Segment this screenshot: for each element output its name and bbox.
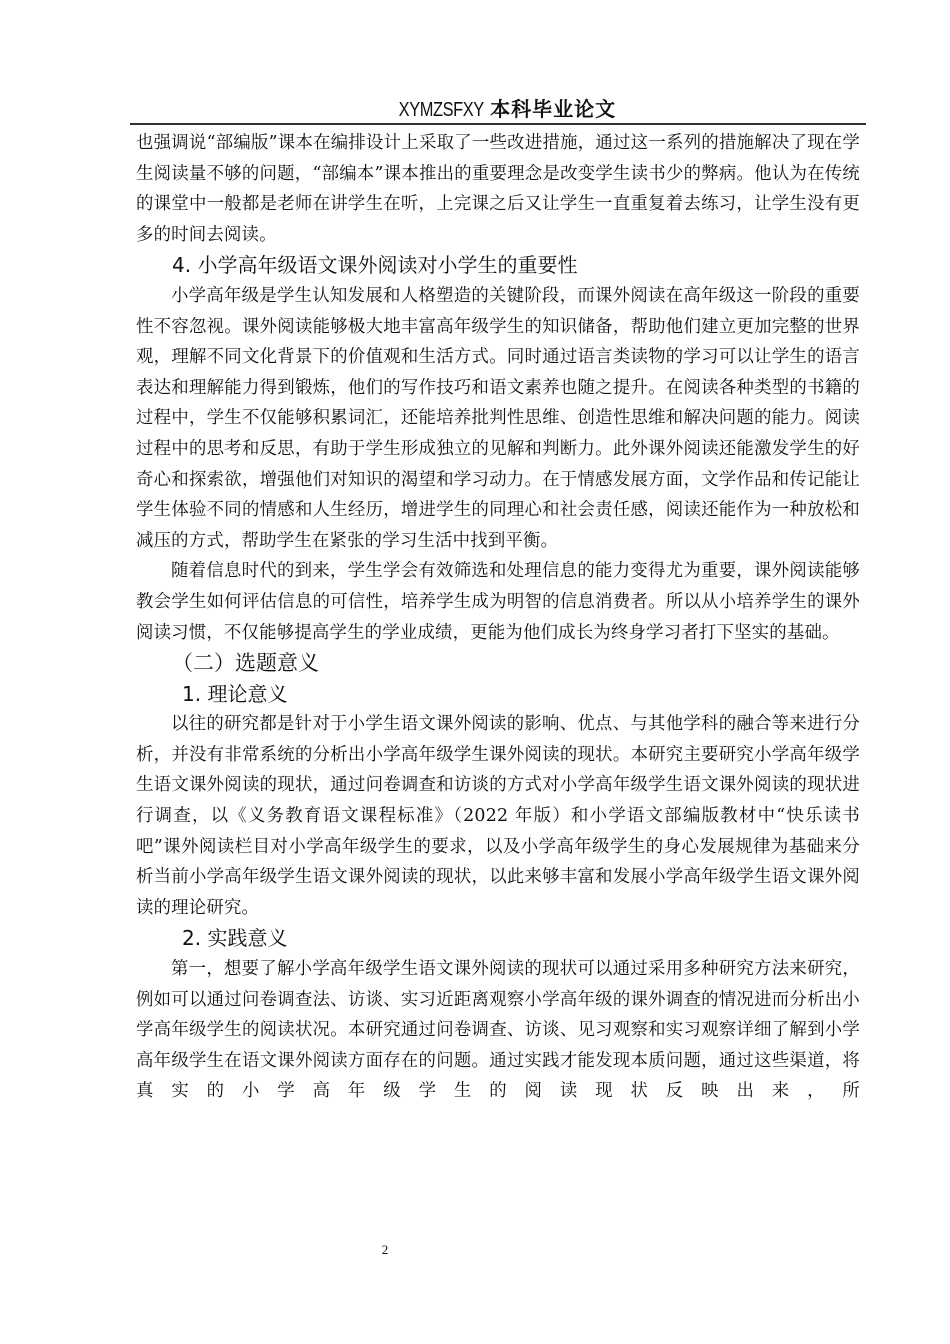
paragraph: 随着信息时代的到来，学生学会有效筛选和处理信息的能力变得尤为重要，课外阅读能够教会学生如何评估信息的可信性，培养学生成为明智的信息消费者。所以从小培养学生的课外阅读习惯，不仅能够提高学生的学业成绩，更能为他们成长为终身学习者打下坚实的基础。 (136, 561, 860, 643)
paragraph-continued: 也强调说“部编版”课本在编排设计上采取了一些改进措施，通过这一系列的措施解决了现在学生阅读量不够的问题，“部编本”课本推出的重要理念是改变学生读书少的弊病。他认为在传统的课堂中一般都是老师在讲学生在听，上完课之后又让学生一直重复着去练习，让学生没有更多的时间去阅读。 (136, 133, 860, 245)
body-text (136, 128, 860, 1107)
paragraph: 第一，想要了解小学高年级学生语文课外阅读的现状可以通过采用多种研究方法来研究，例如可以通过问卷调查法、访谈、实习近距离观察小学高年级的课外调查的情况进而分析出小学高年级学生的阅读状况。本研究通过问卷调查、访谈、见习观察和实习观察详细了解到小学高年级学生在语文课外阅读方面存在的问题。通过实践才能发现本质问题，通过这些渠道，将真实的小学高年级学生的阅读现状反映出来，所 (136, 959, 860, 1102)
paragraph: 小学高年级是学生认知发展和人格塑造的关键阶段，而课外阅读在高年级这一阶段的重要性不容忽视。课外阅读能够极大地丰富高年级学生的知识储备，帮助他们建立更加完整的世界观，理解不同文化背景下的价值观和生活方式。同时通过语言类读物的学习可以让学生的语言表达和理解能力得到锻炼，他们的写作技巧和语文素养也随之提升。在阅读各种类型的书籍的过程中，学生不仅能够积累词汇，还能培养批判性思维、创造性思维和解决问题的能力。阅读过程中的思考和反思，有助于学生形成独立的见解和判断力。此外课外阅读还能激发学生的好奇心和探索欲，增强他们对知识的渴望和学习动力。在于情感发展方面，文学作品和传记能让学生体验不同的情感和人生经历，增进学生的同理心和社会责任感，阅读还能作为一种放松和减压的方式，帮助学生在紧张的学习生活中找到平衡。 (136, 285, 860, 551)
subsection-heading-theoretical: 1. 理论意义 (182, 681, 288, 706)
section-heading-4: 4. 小学高年级语文课外阅读对小学生的重要性 (172, 253, 578, 278)
running-header (130, 96, 866, 122)
paragraph: 以往的研究都是针对于小学生语文课外阅读的影响、优点、与其他学科的融合等来进行分析，并没有非常系统的分析出小学高年级学生课外阅读的现状。本研究主要研究小学高年级学生语文课外阅读的现状，通过问卷调查和访谈的方式对小学高年级学生语文课外阅读的现状进行调查，以《义务教育语文课程标准》（2022 年版）和小学语文部编版教材中“快乐读书吧”课外阅读栏目对小学高年级学生的要求，以及小学高年级学生的身心发展规律为基础来分析当前小学高年级学生语文课外阅读的现状，以此来够丰富和发展小学高年级学生语文课外阅读的理论研究。 (136, 714, 860, 918)
header-divider (130, 123, 866, 125)
header-school-code: XYMZSFXY (398, 99, 484, 121)
header-title: 本科毕业论文 (490, 97, 617, 121)
section-heading-significance: （二）选题意义 (172, 651, 319, 676)
subsection-heading-practical: 2. 实践意义 (182, 926, 288, 951)
page-number: 2 (381, 1242, 389, 1257)
